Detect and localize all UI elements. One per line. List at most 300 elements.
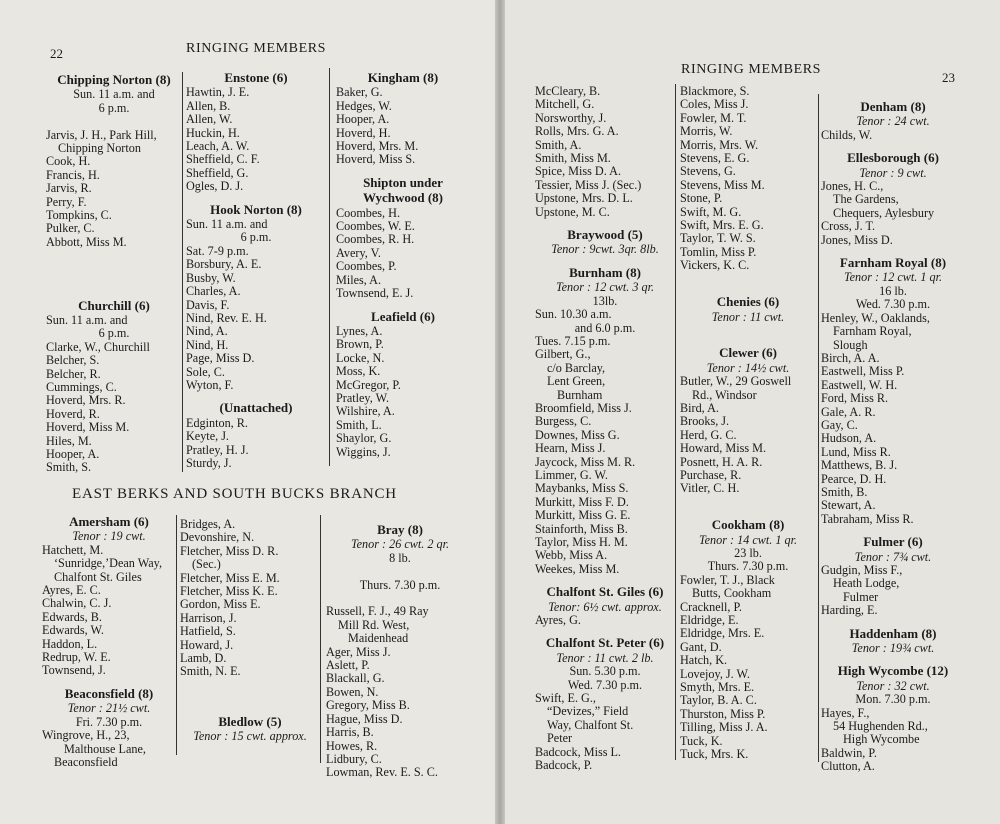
member-entry: Brooks, J. bbox=[680, 414, 730, 429]
member-entry: Allen, B. bbox=[186, 98, 231, 113]
member-entry: Tilling, Miss J. A. bbox=[680, 720, 768, 735]
practice-line: 16 lb. bbox=[879, 283, 907, 298]
member-entry: Hayes, F., bbox=[821, 705, 870, 720]
member-entry: Swift, E. G., bbox=[535, 691, 596, 706]
member-entry: Childs, W. bbox=[821, 127, 873, 142]
member-entry: Spice, Miss D. A. bbox=[535, 164, 621, 179]
member-entry: Edwards, B. bbox=[42, 609, 102, 624]
member-entry: Coombes, R. H. bbox=[336, 232, 415, 247]
column-bray bbox=[326, 523, 474, 780]
member-entry: Wingrove, H., 23, bbox=[42, 728, 130, 743]
tower-heading: Burnham (8) bbox=[569, 264, 641, 280]
member-entry: Jones, Miss D. bbox=[821, 232, 893, 247]
column-rule bbox=[320, 515, 321, 763]
member-entry: Avery, V. bbox=[336, 245, 381, 260]
member-entry: Sheffield, G. bbox=[186, 165, 249, 180]
member-entry: Hatfield, S. bbox=[180, 624, 236, 639]
member-entry: Vitler, C. H. bbox=[680, 481, 740, 496]
member-entry: Fletcher, Miss E. M. bbox=[180, 570, 280, 585]
member-entry: Butler, W., 29 Goswell bbox=[680, 374, 792, 389]
member-entry: Stone, P. bbox=[680, 191, 723, 206]
member-entry: Abbott, Miss M. bbox=[46, 234, 127, 249]
member-entry: Blackall, G. bbox=[326, 671, 385, 686]
member-entry: Keyte, J. bbox=[186, 429, 229, 444]
member-entry: Purchase, R. bbox=[680, 467, 742, 482]
tenor-line: Tenor : 14 cwt. 1 qr. bbox=[698, 532, 798, 547]
member-entry: Swift, M. G. bbox=[680, 204, 742, 219]
practice-line: 6 p.m. bbox=[240, 230, 272, 245]
member-entry: Bridges, A. bbox=[180, 517, 236, 531]
member-entry: Coombes, H. bbox=[336, 205, 400, 220]
member-entry: Smyth, Mrs. E. bbox=[680, 680, 755, 695]
member-entry: Leach, A. W. bbox=[186, 139, 250, 154]
member-entry: Brown, P. bbox=[336, 337, 384, 352]
member-entry: Pearce, D. H. bbox=[821, 471, 887, 486]
member-entry: Ogles, D. J. bbox=[186, 179, 244, 194]
member-entry: Burgess, C. bbox=[535, 414, 592, 429]
practice-line: Thurs. 7.30 p.m. bbox=[707, 559, 789, 574]
page-number-right: 23 bbox=[942, 70, 955, 85]
column-rule bbox=[818, 94, 819, 762]
address-line: Lent Green, bbox=[547, 374, 606, 389]
tower-heading: Kingham (8) bbox=[367, 70, 439, 85]
member-entry: Sturdy, J. bbox=[186, 455, 232, 470]
member-entry: Sun. 11 a.m. and bbox=[46, 312, 128, 327]
member-entry: Hawtin, J. E. bbox=[186, 85, 250, 100]
branch-title: EAST BERKS AND SOUTH BUCKS BRANCH bbox=[72, 486, 397, 502]
member-entry: Perry, F. bbox=[46, 194, 87, 209]
address-line: Maidenhead bbox=[348, 631, 409, 646]
member-entry: Murkitt, Miss G. E. bbox=[535, 508, 631, 523]
member-entry: Howard, Miss M. bbox=[680, 441, 766, 456]
member-entry: Hearn, Miss J. bbox=[535, 441, 606, 456]
member-entry: Wiggins, J. bbox=[336, 444, 391, 459]
member-entry: Lovejoy, J. W. bbox=[680, 666, 750, 681]
tower-heading: Bledlow (5) bbox=[218, 713, 282, 729]
member-entry: Baker, G. bbox=[336, 85, 383, 100]
address-line: Malthouse Lane, bbox=[64, 741, 146, 756]
practice-line: 23 lb. bbox=[734, 546, 762, 560]
column-blackmore-cookham bbox=[680, 85, 816, 762]
member-entry: Taylor, T. W. S. bbox=[680, 231, 756, 246]
page-number-left: 22 bbox=[50, 46, 63, 61]
tenor-line: Tenor : 12 cwt. 1 qr. bbox=[843, 270, 943, 285]
address-line: ‘Sunridge,’Dean Way, bbox=[54, 556, 162, 571]
member-entry: Jaycock, Miss M. R. bbox=[535, 454, 636, 469]
left-page bbox=[0, 0, 495, 824]
practice-line: 13lb. bbox=[592, 293, 618, 308]
member-entry: Tompkins, C. bbox=[46, 208, 112, 223]
member-entry: Cummings, C. bbox=[46, 379, 117, 394]
tenor-line: Tenor : 12 cwt. 3 qr. bbox=[555, 280, 655, 295]
address-line: “Devizes,” Field bbox=[547, 704, 629, 719]
member-entry: Busby, W. bbox=[186, 270, 236, 285]
tenor-line: Tenor : 19¾ cwt. bbox=[851, 641, 935, 656]
member-entry: Ford, Miss R. bbox=[821, 391, 889, 406]
member-entry: Devonshire, N. bbox=[180, 530, 255, 545]
address-line: Peter bbox=[547, 731, 573, 746]
member-entry: Smith, N. E. bbox=[180, 664, 241, 679]
tower-heading: Enstone (6) bbox=[224, 70, 288, 85]
tower-heading: Wychwood (8) bbox=[362, 190, 444, 206]
address-line: Chipping Norton bbox=[58, 141, 141, 156]
member-entry: Harrison, J. bbox=[180, 610, 237, 625]
member-entry: Huckin, H. bbox=[186, 125, 240, 140]
tower-heading: Braywood (5) bbox=[567, 227, 643, 243]
member-entry: Stevens, G. bbox=[680, 164, 736, 179]
member-entry: Ayres, G. bbox=[535, 613, 581, 628]
member-entry: Pulker, C. bbox=[46, 221, 95, 236]
member-entry: Lidbury, C. bbox=[326, 751, 382, 766]
tower-heading: Haddenham (8) bbox=[849, 625, 937, 641]
member-entry: Stevens, Miss M. bbox=[680, 177, 765, 192]
member-entry: Shaylor, G. bbox=[336, 431, 392, 446]
member-entry: Fowler, M. T. bbox=[680, 110, 747, 125]
address-line: The Gardens, bbox=[833, 192, 899, 207]
member-entry: Eastwell, Miss P. bbox=[821, 364, 905, 379]
tower-heading: Beaconsfield (8) bbox=[64, 685, 154, 701]
member-entry: Hedges, W. bbox=[336, 98, 392, 113]
member-entry: Jarvis, J. H., Park Hill, bbox=[46, 127, 157, 142]
member-entry: Coles, Miss J. bbox=[680, 97, 749, 112]
member-entry: Murkitt, Miss F. D. bbox=[535, 494, 629, 509]
tower-heading: Farnham Royal (8) bbox=[839, 255, 947, 271]
member-entry: Nind, A. bbox=[186, 324, 228, 339]
column-rule bbox=[182, 72, 183, 472]
practice-line: 6 p.m. bbox=[98, 100, 130, 115]
member-entry: Hoverd, Miss S. bbox=[336, 152, 416, 167]
member-entry: Eldridge, Mrs. E. bbox=[680, 626, 765, 641]
member-entry: Gale, A. R. bbox=[821, 404, 876, 419]
tenor-line: Tenor : 19 cwt. bbox=[72, 529, 146, 544]
address-line: Burnham bbox=[557, 387, 603, 402]
spacer bbox=[180, 692, 320, 705]
member-entry: Hoverd, R. bbox=[46, 406, 100, 421]
tenor-line: Tenor : 14½ cwt. bbox=[706, 360, 790, 375]
member-entry: Nind, Rev. E. H. bbox=[186, 310, 267, 325]
address-line: High Wycombe bbox=[843, 732, 920, 747]
tower-heading: Leafield (6) bbox=[371, 308, 435, 324]
member-entry: Tuck, K. bbox=[680, 733, 723, 748]
member-entry: Hudson, A. bbox=[821, 431, 877, 446]
member-entry: Moss, K. bbox=[336, 364, 381, 379]
column-mccleary-chalfont bbox=[535, 85, 675, 773]
member-entry: Cook, H. bbox=[46, 154, 91, 169]
member-entry: Rolls, Mrs. G. A. bbox=[535, 124, 619, 139]
member-entry: Upstone, M. C. bbox=[535, 204, 610, 219]
member-entry: McGregor, P. bbox=[336, 377, 401, 392]
member-entry: Harris, B. bbox=[326, 725, 374, 740]
member-entry: Matthews, B. J. bbox=[821, 458, 898, 473]
member-entry: Lynes, A. bbox=[336, 323, 383, 338]
member-entry: Gant, D. bbox=[680, 639, 722, 654]
member-entry: Webb, Miss A. bbox=[535, 548, 608, 563]
practice-line: 8 lb. bbox=[389, 550, 411, 565]
tower-heading: Churchill (6) bbox=[78, 297, 150, 313]
address-line: 54 Hughenden Rd., bbox=[833, 719, 928, 734]
member-entry: Lamb, D. bbox=[180, 651, 227, 666]
member-entry: Bird, A. bbox=[680, 400, 719, 415]
address-line: Fulmer bbox=[843, 589, 879, 604]
practice-line: and 6.0 p.m. bbox=[574, 320, 636, 335]
member-entry: Hoverd, Mrs. M. bbox=[336, 139, 419, 154]
member-entry: Charles, A. bbox=[186, 284, 241, 299]
column-chipping-norton-churchill bbox=[46, 73, 182, 475]
member-entry: Sat. 7-9 p.m. bbox=[186, 243, 249, 258]
address-line: Chalfont St. Giles bbox=[54, 569, 142, 584]
member-entry: Hague, Miss D. bbox=[326, 711, 403, 726]
member-entry: Coombes, W. E. bbox=[336, 219, 415, 234]
column-kingham-shipton-leafield bbox=[336, 71, 470, 459]
member-entry: Allen, W. bbox=[186, 112, 233, 127]
member-entry: Hoverd, Miss M. bbox=[46, 420, 130, 435]
address-line: Heath Lodge, bbox=[833, 576, 900, 591]
member-entry: Edginton, R. bbox=[186, 415, 248, 430]
spacer bbox=[46, 276, 182, 289]
column-rule bbox=[675, 84, 676, 760]
column-enstone-hook-norton bbox=[186, 71, 326, 470]
member-entry: Vickers, K. C. bbox=[680, 258, 750, 273]
address-line: Farnham Royal, bbox=[833, 324, 912, 339]
member-entry: Harding, E. bbox=[821, 603, 878, 618]
member-entry: Sun. 10.30 a.m. bbox=[535, 307, 612, 322]
tower-heading: High Wycombe (12) bbox=[837, 663, 949, 679]
member-entry: Borsbury, A. E. bbox=[186, 257, 262, 272]
member-entry: Howes, R. bbox=[326, 738, 378, 753]
member-entry: Maybanks, Miss S. bbox=[535, 481, 629, 496]
member-entry: Tabraham, Miss R. bbox=[821, 511, 914, 526]
tower-heading: Chipping Norton (8) bbox=[57, 72, 171, 87]
member-entry: Hooper, A. bbox=[46, 446, 100, 461]
member-entry: Mitchell, G. bbox=[535, 97, 595, 112]
tower-heading: Chenies (6) bbox=[716, 294, 780, 310]
member-entry: Townsend, E. J. bbox=[336, 286, 414, 301]
tenor-line: Tenor : 24 cwt. bbox=[856, 114, 930, 129]
member-entry: Baldwin, P. bbox=[821, 745, 877, 760]
column-bridges-bledlow bbox=[180, 518, 320, 744]
member-entry: Smith, A. bbox=[535, 137, 582, 152]
member-entry: Broomfield, Miss J. bbox=[535, 400, 632, 415]
tenor-line: Tenor : 21½ cwt. bbox=[67, 701, 151, 716]
member-entry: Chalwin, C. J. bbox=[42, 596, 112, 611]
member-entry: Wilshire, A. bbox=[336, 404, 395, 419]
practice-line: Fri. 7.30 p.m. bbox=[75, 714, 143, 729]
member-entry: Thurston, Miss P. bbox=[680, 706, 766, 721]
member-entry: Stainforth, Miss B. bbox=[535, 521, 628, 536]
member-entry: Gordon, Miss E. bbox=[180, 597, 261, 612]
member-entry: Ayres, E. C. bbox=[42, 583, 101, 598]
running-head-left: RINGING MEMBERS bbox=[186, 41, 327, 56]
tower-heading: Cookham (8) bbox=[711, 517, 785, 533]
member-entry: Francis, H. bbox=[46, 167, 100, 182]
practice-line: 6 p.m. bbox=[98, 326, 130, 341]
member-entry: Blackmore, S. bbox=[680, 84, 750, 98]
member-entry: Morris, W. bbox=[680, 124, 733, 139]
member-entry: Henley, W., Oaklands, bbox=[821, 310, 930, 325]
member-entry: Eldridge, E. bbox=[680, 613, 739, 628]
right-page bbox=[505, 0, 1000, 824]
member-entry: Lowman, Rev. E. S. C. bbox=[326, 765, 438, 780]
member-entry: Morris, Mrs. W. bbox=[680, 137, 759, 152]
member-entry: Tomlin, Miss P. bbox=[680, 244, 757, 259]
tenor-line: Tenor : 9 cwt. bbox=[859, 165, 927, 180]
member-entry: Redrup, W. E. bbox=[42, 650, 111, 665]
member-entry: Stevens, E. G. bbox=[680, 151, 750, 166]
spacer bbox=[46, 115, 182, 128]
tower-heading: (Unattached) bbox=[219, 400, 293, 416]
tenor-line: Tenor : 32 cwt. bbox=[856, 678, 930, 693]
member-entry: Lund, Miss R. bbox=[821, 444, 891, 459]
member-entry: Upstone, Mrs. D. L. bbox=[535, 191, 633, 206]
tower-heading: Chalfont St. Peter (6) bbox=[545, 635, 665, 651]
member-entry: Gilbert, G., bbox=[535, 347, 591, 362]
member-entry: Jarvis, R. bbox=[46, 181, 92, 196]
member-entry: Clutton, A. bbox=[821, 759, 875, 774]
spacer bbox=[326, 592, 474, 605]
tower-heading: Shipton under bbox=[363, 174, 443, 190]
member-entry: Stewart, A. bbox=[821, 498, 876, 513]
practice-line: Thurs. 7.30 p.m. bbox=[359, 577, 441, 592]
tower-heading: Hook Norton (8) bbox=[210, 201, 302, 217]
spacer bbox=[180, 679, 320, 692]
member-entry: Russell, F. J., 49 Ray bbox=[326, 604, 429, 619]
member-entry: Swift, Mrs. E. G. bbox=[680, 218, 764, 233]
tower-heading: Amersham (6) bbox=[69, 514, 149, 529]
tenor-line: Tenor : 26 cwt. 2 qr. bbox=[350, 537, 450, 552]
member-entry: Norsworthy, J. bbox=[535, 110, 607, 125]
tower-heading: Denham (8) bbox=[860, 99, 926, 114]
member-entry: Smith, S. bbox=[46, 460, 92, 475]
member-entry: Pratley, H. J. bbox=[186, 442, 249, 457]
address-line: Mill Rd. West, bbox=[338, 617, 410, 632]
tower-heading: Chalfont St. Giles (6) bbox=[546, 584, 664, 600]
member-entry: Page, Miss D. bbox=[186, 351, 255, 366]
practice-line: Wed. 7.30 p.m. bbox=[855, 297, 931, 312]
member-entry: Wyton, F. bbox=[186, 377, 234, 392]
member-entry: Weekes, Miss M. bbox=[535, 561, 620, 576]
member-entry: Sun. 11 a.m. and bbox=[186, 217, 268, 232]
address-line: c/o Barclay, bbox=[547, 360, 606, 375]
member-entry: Tessier, Miss J. (Sec.) bbox=[535, 177, 642, 192]
tower-heading: Bray (8) bbox=[377, 522, 423, 537]
member-entry: Locke, N. bbox=[336, 350, 385, 365]
member-entry: Hoverd, Mrs. R. bbox=[46, 393, 126, 408]
address-line: Rd., Windsor bbox=[692, 387, 757, 402]
member-entry: Miles, A. bbox=[336, 272, 382, 287]
member-entry: Cracknell, P. bbox=[680, 599, 742, 614]
member-entry: Coombes, P. bbox=[336, 259, 397, 274]
member-entry: Gudgin, Miss F., bbox=[821, 563, 903, 577]
member-entry: Haddon, L. bbox=[42, 636, 98, 651]
book-gutter bbox=[495, 0, 505, 824]
member-entry: Jones, H. C., bbox=[821, 179, 884, 194]
member-entry: Smith, B. bbox=[821, 484, 868, 499]
tower-heading: Clewer (6) bbox=[719, 345, 777, 361]
tenor-line: Tenor : 11 cwt. bbox=[711, 309, 785, 324]
member-entry: McCleary, B. bbox=[535, 84, 601, 98]
address-line: Beaconsfield bbox=[54, 754, 118, 769]
member-entry: Sheffield, C. F. bbox=[186, 152, 260, 167]
member-entry: Davis, F. bbox=[186, 297, 230, 312]
tenor-line: Tenor : 9cwt. 3qr. 8lb. bbox=[551, 242, 659, 257]
member-entry: Smith, Miss M. bbox=[535, 151, 611, 166]
member-entry: Downes, Miss G. bbox=[535, 427, 620, 442]
member-entry: Nind, H. bbox=[186, 337, 229, 352]
address-line: Way, Chalfont St. bbox=[547, 717, 634, 732]
tower-heading: Ellesborough (6) bbox=[847, 150, 939, 166]
address-line: Chequers, Aylesbury bbox=[833, 205, 935, 220]
member-entry: Taylor, Miss H. M. bbox=[535, 535, 628, 549]
member-entry: Hooper, A. bbox=[336, 112, 390, 127]
member-entry: Eastwell, W. H. bbox=[821, 377, 898, 392]
member-entry: Fletcher, Miss D. R. bbox=[180, 543, 279, 558]
member-entry: Gay, C. bbox=[821, 417, 858, 432]
spacer bbox=[680, 496, 816, 509]
member-entry: Tues. 7.15 p.m. bbox=[535, 333, 611, 348]
member-entry: Belcher, S. bbox=[46, 353, 100, 368]
member-entry: Posnett, H. A. R. bbox=[680, 454, 763, 469]
member-entry: Smith, L. bbox=[336, 417, 382, 432]
member-entry: Fowler, T. J., Black bbox=[680, 572, 775, 587]
member-entry: Fletcher, Miss K. E. bbox=[180, 584, 278, 599]
address-line: (Sec.) bbox=[192, 557, 221, 572]
member-entry: Hoverd, H. bbox=[336, 125, 391, 140]
address-line: Slough bbox=[833, 337, 868, 352]
member-entry: Badcock, P. bbox=[535, 758, 593, 773]
column-denham-high-wycombe bbox=[821, 100, 965, 774]
column-rule bbox=[176, 515, 177, 755]
address-line: Butts, Cookham bbox=[692, 586, 772, 601]
member-entry: Herd, G. C. bbox=[680, 427, 737, 442]
spacer bbox=[46, 263, 182, 276]
member-entry: Clarke, W., Churchill bbox=[46, 339, 150, 354]
member-entry: Cross, J. T. bbox=[821, 219, 876, 234]
member-entry: Edwards, W. bbox=[42, 623, 104, 638]
spacer bbox=[326, 565, 474, 578]
tenor-line: Tenor : 15 cwt. approx. bbox=[193, 729, 307, 744]
practice-line: Sun. 5.30 p.m. bbox=[569, 664, 641, 679]
member-entry: Howard, J. bbox=[180, 637, 234, 652]
tenor-line: Tenor: 6½ cwt. approx. bbox=[548, 599, 662, 614]
practice-line: Sun. 11 a.m. and bbox=[73, 87, 155, 102]
member-entry: Badcock, Miss L. bbox=[535, 744, 621, 759]
spacer bbox=[680, 324, 816, 337]
member-entry: Belcher, R. bbox=[46, 366, 101, 381]
member-entry: Birch, A. A. bbox=[821, 350, 880, 365]
member-entry: Aslett, P. bbox=[326, 658, 370, 673]
practice-line: Wed. 7.30 p.m. bbox=[567, 677, 643, 692]
member-entry: Hatchett, M. bbox=[42, 542, 104, 557]
member-entry: Taylor, B. A. C. bbox=[680, 693, 757, 708]
member-entry: Pratley, W. bbox=[336, 390, 390, 405]
member-entry: Townsend, J. bbox=[42, 663, 106, 678]
column-rule bbox=[329, 68, 330, 466]
spacer bbox=[680, 273, 816, 286]
running-head-right: RINGING MEMBERS bbox=[681, 62, 822, 77]
member-entry: Gregory, Miss B. bbox=[326, 698, 410, 713]
member-entry: Tuck, Mrs. K. bbox=[680, 747, 749, 762]
tower-heading: Fulmer (6) bbox=[863, 534, 923, 550]
tenor-line: Tenor : 7¾ cwt. bbox=[854, 549, 932, 564]
practice-line: Mon. 7.30 p.m. bbox=[855, 692, 931, 707]
tenor-line: Tenor : 11 cwt. 2 lb. bbox=[556, 650, 654, 665]
member-entry: Limmer, G. W. bbox=[535, 467, 608, 482]
spacer bbox=[46, 249, 182, 262]
member-entry: Hatch, K. bbox=[680, 653, 728, 668]
member-entry: Bowen, N. bbox=[326, 684, 379, 699]
member-entry: Sole, C. bbox=[186, 364, 225, 379]
member-entry: Ager, Miss J. bbox=[326, 644, 391, 659]
